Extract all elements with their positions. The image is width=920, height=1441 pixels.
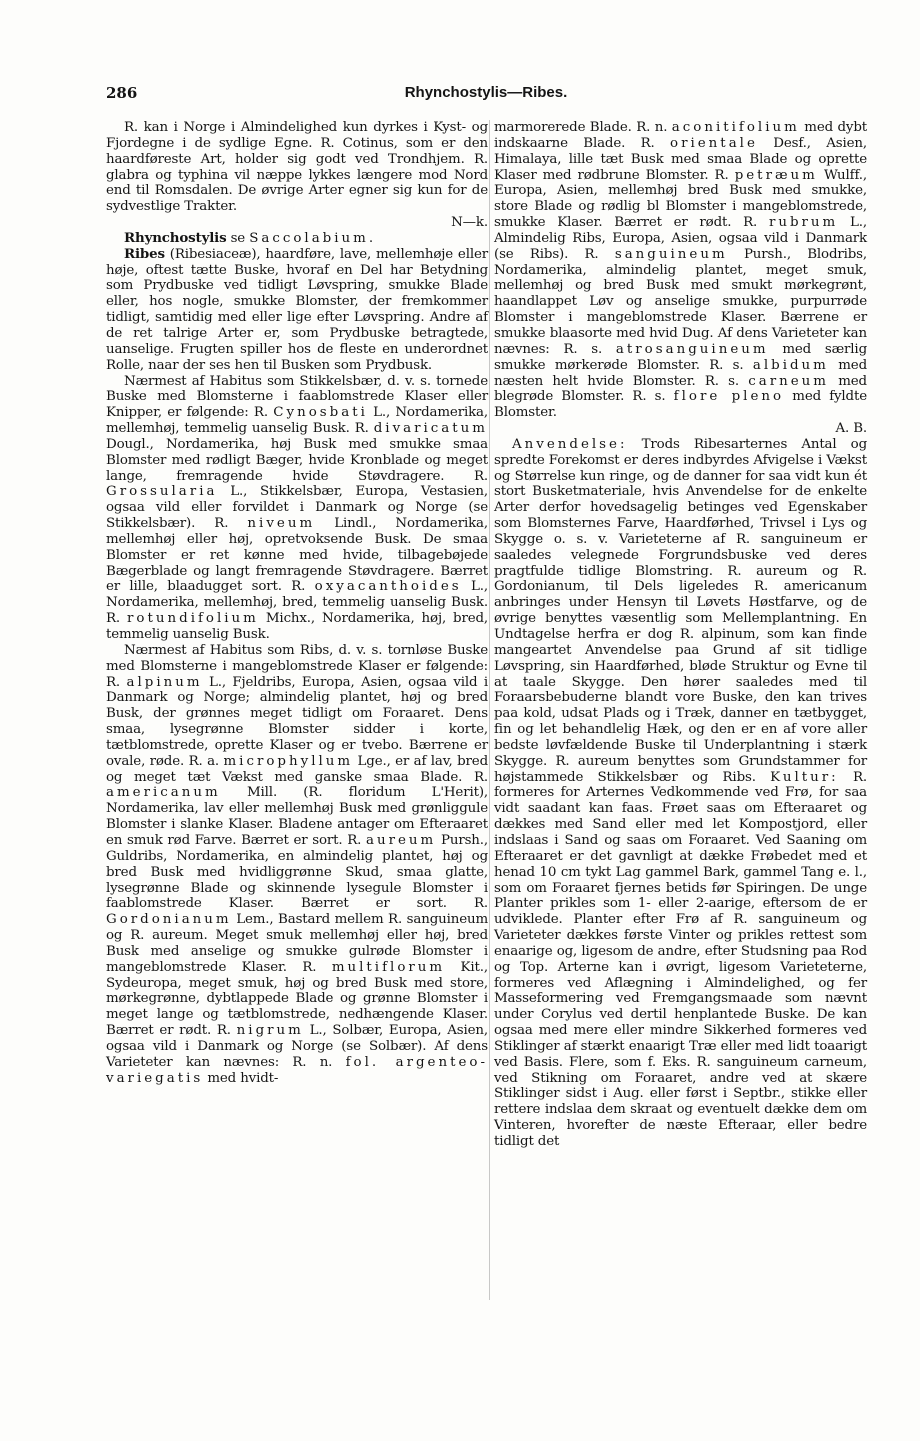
text-run: marmorerede Blade. R. n. xyxy=(494,120,672,135)
paragraph-currant-types xyxy=(106,643,488,1087)
spaced-term: alpinum xyxy=(126,674,203,690)
text-run: L., Stikkelsbær, Europa, Vestasien, ogsaa vild eller forvildet i Danmark og Norge (se Stikkelsbær). R. xyxy=(106,484,488,532)
paragraph-usage-culture xyxy=(494,437,867,1150)
text-run: Mill. (R. floridum L'Herit), Nordamerika, lav eller mellemhøj Busk med grønliggule Blomster i slanke Klaser. Bladene antager om Efteraaret en smuk rød Farve. Bærret er sort. R. xyxy=(106,785,488,848)
paragraph-rhus-conclusion xyxy=(106,120,488,231)
page-number: 286 xyxy=(106,84,138,102)
paragraph-text: R. kan i Norge i Almindelighed kun dyrkes i Kyst- og Fjordegne i de sydlige Egne. R. Cotinus, som er den haardføreste Art, holder sig godt ved Trondhjem. R. glabra og typhina vil næppe lykkes længere mod Nord end til Romsdalen. De øvrige Arter egner sig kun for de sydvestlige Trakter. xyxy=(106,120,488,215)
spaced-term: fol. argenteo-variegatis xyxy=(106,1054,488,1086)
spaced-term: nigrum xyxy=(236,1023,304,1039)
text-run: Michx., Nordamerika, høj, bred, temmelig uanselig Busk. xyxy=(106,611,489,642)
paragraph-currant-continued xyxy=(494,120,867,437)
text-run: L., Nordamerika, mellemhøj, temmelig uanselig Busk. R. xyxy=(106,405,488,437)
spaced-term: Anvendelse: xyxy=(512,436,628,452)
spaced-term: orientale xyxy=(670,135,758,151)
author-signature: N—k. xyxy=(451,215,488,231)
spaced-term: americanum xyxy=(106,785,221,801)
right-column xyxy=(494,120,867,1150)
entry-headword: Ribes xyxy=(124,245,165,262)
text-run: Nærmest af Habitus som Stikkelsbær, d. v. s. tornede Buske med Blomsterne i faablomstrede Klaser eller Knipper, er følgende: R. xyxy=(106,373,488,421)
text-run: L., Fjeldribs, Europa, Asien, ogsaa vild i Danmark og Norge; almindelig plantet, høj og bred Busk, der grønnes meget tidligt om Foraaret. Dens smaa, lysegrønne Blomster sidder i korte, tætblomstrede, oprette Klaser og er tvebo. Bærrene er ovale, røde. R. a. xyxy=(106,674,488,769)
text-run: Lem., Bastard mellem R. sanguineum og R. aureum. Meget smuk mellemhøj eller høj, bred Busk med anselige og smukke gulrøde Blomster i mangeblomstrede Klaser. R. xyxy=(106,912,488,975)
left-column xyxy=(106,120,488,1086)
author-signature: A. B. xyxy=(835,421,867,437)
spaced-term: albidum xyxy=(752,357,829,373)
entry-text: (Ribesiaceæ), haardføre, lave, mellemhøje eller høje, oftest tætte Buske, hvoraf en Del har Betydning som Prydbuske ved tidligt Løvspring, smukke Blade eller, hos nogle, smukke Blomster, der fremkommer tidligt, samtidig med eller lige efter Løvspring. Andre af de ret talrige Arter er, som Prydbuske betragtede, uanselige. Frugten spiller hos de fleste en underordnet Rolle, naar der ses hen til Busken som Prydbusk. xyxy=(106,246,488,373)
text-run: Pursh., Guldribs, Nordamerika, en almindelig plantet, høj og bred Busk med hvidliggrønne Skud, smaa glatte, lysegrønne Blade og skinnende lysegule Blomster i faablomstrede Klaser. Bærret er sort. R. xyxy=(106,832,488,912)
spaced-term: oxyacanthoides xyxy=(314,579,462,595)
spaced-term: Grossularia xyxy=(106,484,218,500)
paragraph-runs xyxy=(494,120,867,420)
text-run: Lindl., Nordamerika, mellemhøj eller høj, opretvoksende Busk. De smaa Blomster er ret kønne med hvide, tilbagebøjede Bægerblade og langt fremragende Støvdragere. Bærret er lille, blaadugget sort. R. xyxy=(106,516,488,595)
text-run: Nærmest af Habitus som Ribs, d. v. s. tornløse Buske med Blomsterne i mangeblomstrede Klaser er følgende: R. xyxy=(106,642,488,690)
spaced-term: atrosanguineum xyxy=(615,341,769,357)
text-run: L., Solbær, Europa, Asien, ogsaa vild i Danmark og Norge (se Solbær). Af dens Varieteter kan nævnes: R. n. xyxy=(106,1023,488,1070)
text-run: Pursh., Blodribs, Nordamerika, almindelig plantet, meget smuk, mellemhøj og bred Busk med smukt mørkegrønt, haandlappet Løv og anselige smukke, purpurrøde Blomster i mangeblomstrede Klaser. Bærrene er smukke blaasorte med hvid Dug. Af dens Varieteter kan nævnes: R. s. xyxy=(494,246,868,357)
cross-reference: Saccolabium. xyxy=(249,230,377,246)
column-divider xyxy=(489,120,490,1300)
text-run: Kit., Sydeuropa, meget smuk, høj og bred Busk med store, mørkegrønne, dybtlappede Blade og grønne Blomster i meget lange og tætblomstrede, nedhængende Klaser. Bærret er rødt. R. xyxy=(106,959,488,1039)
spaced-term: Cynosbati xyxy=(273,405,368,421)
text-run: med dybt indskaarne Blade. R. xyxy=(494,120,867,151)
spaced-term: microphyllum xyxy=(223,753,354,769)
entry-text: se xyxy=(226,230,250,246)
spaced-term: Gordonianum xyxy=(106,912,232,928)
paragraph-gooseberry-types xyxy=(106,374,488,643)
text-run: R. formeres for Arternes Vedkommende ved Frø, for saa vidt saadant kan faas. Frøet saas om Efteraaret og dækkes med Sand eller med let Kompostjord, eller indslaas i Sand og saas om Foraaret. Ved Saaning om Efteraaret er det gavnligt at dække Frøbedet med et henad 10 cm tykt Lag gammel Bark, gammel Tang e. l., som om Foraaret fjernes betids før Spiringen. De unge Planter prikles som 1- eller 2-aarige, eftersom de er udviklede. Planter efter Frø af R. sanguineum og Varieteter dækkes første Vinter og prikles rettest som enaarige og, ligesom de andre, efter Studsning paa Rod og Top. Arterne kan i øvrigt, ligesom Varieteterne, formeres ved Aflægning i Almindelighed, og fer Masseformering ved Fremgangsmaade som nævnt under Corylus ved dertil henplantede Buske. De kan ogsaa med mere eller mindre Sikkerhed formeres ved Stiklinger af stærkt enaarigt Træ eller med lidt toaarigt ved Basis. Flere, som f. Eks. R. sanguineum carneum, ved Stikning om Foraaret, andre ved at skære Stiklinger sidst i Aug. eller først i Septbr., stikke eller rettere indslaa dem skraat og eventuelt dække dem om Vinteren, hvorefter de næste Efteraar, eller bedre tidligt det xyxy=(494,769,867,1149)
text-run: med hvidt- xyxy=(203,1070,279,1086)
text-run: med blegrøde Blomster. R. s. xyxy=(494,373,867,405)
page-header xyxy=(106,84,866,104)
spaced-term: flore pleno xyxy=(673,389,785,405)
spaced-term: aureum xyxy=(365,832,437,848)
text-run: Trods Ribesarternes Antal og spredte Forekomst er deres indbyrdes Afvigelse i Vækst og Størrelse kun ringe, og de danner for saa vidt kun ét stort Busketmateriale, hvis Anvendelse for de enkelte Arter derfor hovedsagelig betinges ved Egenskaber som Blomsternes Farve, Haardførhed, Trivsel i Lys og Skygge o. s. v. Varieteterne af R. sanguineum er saaledes velegnede Forgrundsbuske ved deres pragtfulde tidlige Blomstring. R. aureum og R. Gordonianum, til Dels ligeledes R. americanum anbringes under Hensyn til Løvets Høstfarve, og de øvrige benyttes væsentlig som Mellemplantning. En Undtagelse herfra er dog R. alpinum, som kan finde mangeartet Anvendelse paa Grund af sit tidlige Løvspring, sin Haardførhed, bløde Struktur og Evne til at taale Skygge. Den hører saaledes med til Foraarsbebuderne blandt vore Buske, den kan trives paa kold, udsat Plads og i Træk, danner en tætbygget, fin og let behandlelig Hæk, og den er en af vore aller bedste løvfældende Buske til Underplantning i stærk Skygge. R. aureum benyttes som Grundstammer for højstammede Stikkelsbær og Ribs. xyxy=(494,436,867,785)
entry-ribes xyxy=(106,247,488,374)
spaced-term: carneum xyxy=(748,373,829,389)
text-run: Desf., Asien, Himalaya, lille tæt Busk med smaa Blade og oprette Klaser med rødbrune Blomster. R. xyxy=(494,135,867,183)
text-run: med næsten helt hvide Blomster. R. s. xyxy=(494,357,867,389)
spaced-term: petræum xyxy=(734,167,818,183)
spaced-term: niveum xyxy=(247,516,316,532)
text-run: L., Almindelig Ribs, Europa, Asien, ogsaa vild i Danmark (se Ribs). R. xyxy=(494,215,867,262)
spaced-term: Kultur: xyxy=(770,769,839,785)
spaced-term: divaricatum xyxy=(373,421,488,437)
text-run: med særlig smukke mørkerøde Blomster. R. s. xyxy=(494,341,867,373)
text-run: L., Nordamerika, mellemhøj, bred, temmelig uanselig Busk. R. xyxy=(106,579,489,627)
spaced-term: rotundifolium xyxy=(127,611,259,627)
spaced-term: sanguineum xyxy=(614,246,728,262)
text-run: Dougl., Nordamerika, høj Busk med smukke smaa Blomster med rødligt Bæger, hvide Kronblade og meget lange, fremragende hvide Støvdragere. R. xyxy=(106,436,488,484)
spaced-term: multiflorum xyxy=(331,959,446,975)
spaced-term: rubrum xyxy=(768,215,839,231)
text-run: med fyldte Blomster. xyxy=(494,389,867,421)
text-run: Lge., er af lav, bred og meget tæt Vækst med ganske smaa Blade. R. xyxy=(106,753,488,785)
entry-headword: Rhynchostylis xyxy=(124,229,227,246)
spaced-term: aconitifolium xyxy=(671,120,800,135)
running-title: Rhynchostylis—Ribes. xyxy=(404,84,568,101)
text-run: Wulff., Europa, Asien, mellemhøj bred Busk med smukke, store Blade og rødlig bl Blomster i mangeblomstrede, smukke Klaser. Bærret er rødt. R. xyxy=(494,167,867,231)
entry-rhynchostylis xyxy=(106,231,488,247)
